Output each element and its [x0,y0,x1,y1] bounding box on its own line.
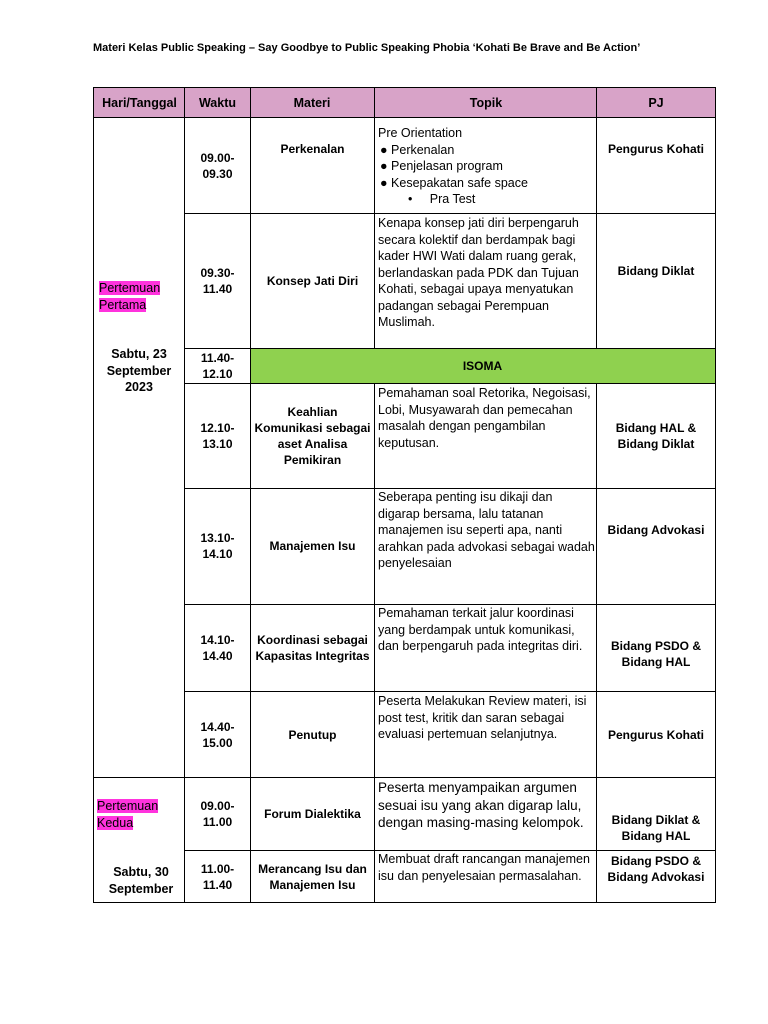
header-topic: Topik [375,88,597,118]
time-cell: 09.00-11.00 [200,799,235,829]
material-cell: Merancang Isu dan Manajemen Isu [258,861,367,892]
pic-cell: Bidang PSDO & Bidang Advokasi [607,854,705,884]
material-cell: Manajemen Isu [269,539,356,553]
grid-line [715,87,716,903]
pic-cell: Pengurus Kohati [607,142,704,156]
topic-cell: Seberapa penting isu dikaji dan digarap bersama, lalu tatanan manajemen isu seperti apa, nanti arahkan pada advokasi sebagai wadah penyelesaian [378,490,595,570]
grid-line [93,87,94,903]
time-cell: 11.40-12.10 [200,351,235,381]
header-time: Waktu [185,88,250,118]
topic-bullet: ● Kesepakatan safe space [380,175,595,192]
time-cell: 09.30-11.40 [200,266,235,296]
meeting-1-label [99,280,160,313]
isoma-break-cell: ISOMA [250,349,715,383]
grid-line [184,87,185,903]
grid-line [93,117,716,118]
grid-line [93,87,716,88]
meeting-1-day-cell [94,118,185,778]
grid-line [185,488,716,489]
pic-cell: Bidang Diklat [617,264,695,278]
material-cell: Perkenalan [280,142,345,156]
meeting-2-label [97,798,158,831]
material-cell: Keahlian Komunikasi sebagai aset Analisa Pemikiran [254,405,371,467]
time-cell: 14.40-15.00 [200,720,235,750]
topic-cell: Pemahaman soal Retorika, Negoisasi, Lobi, Musyawarah dan pemecahan masalah dengan pengambilan keputusan. [378,386,591,450]
header-pic: PJ [597,88,715,118]
topic-cell: Pemahaman terkait jalur koordinasi yang berdampak untuk komunikasi, dan berpengaruh pada integritas diri. [378,606,583,653]
topic-cell [375,124,597,214]
topic-sub-bullet-list [378,191,595,208]
header-day: Hari/Tanggal [94,88,185,118]
grid-line [185,604,716,605]
material-cell: Konsep Jati Diri [266,274,359,288]
pic-cell: Bidang Diklat & Bidang HAL [611,813,701,843]
grid-line [93,902,716,903]
time-cell: 09.00-09.30 [200,151,235,181]
header-material: Materi [250,88,374,118]
grid-line [185,348,716,349]
grid-line [93,777,716,778]
pic-cell: Bidang PSDO & Bidang HAL [610,639,701,669]
material-cell: Forum Dialektika [264,807,361,821]
grid-line [185,383,716,384]
time-cell: 12.10-13.10 [200,421,235,451]
grid-line [185,691,716,692]
topic-cell: Kenapa konsep jati diri berpengaruh secara kolektif dan berdampak bagi kader HWI Wati dalam ruang gerak, berlandaskan pada PDK dan Tujuan Kohati, sebagai upaya menyatukan padangan sebagai Perempuan Muslimah. [378,216,579,329]
grid-line [250,87,251,903]
topic-sub-bullet: • Pra Test [408,191,595,208]
topic-intro: Pre Orientation [378,126,463,140]
grid-line [185,213,716,214]
pic-cell: Bidang HAL & Bidang Diklat [615,421,697,451]
time-cell: 11.00-11.40 [200,861,235,892]
material-cell: Koordinasi sebagai Kapasitas Integritas [255,633,370,663]
pic-cell: Pengurus Kohati [607,728,704,742]
material-cell: Penutup [288,728,337,742]
document-title: Materi Kelas Public Speaking – Say Goodbye to Public Speaking Phobia ‘Kohati Be Brave and Be Action’ [93,42,641,54]
pic-cell: Bidang Advokasi [607,523,705,537]
time-cell: 13.10-14.10 [200,531,235,561]
time-cell: 14.10-14.40 [200,633,235,663]
grid-line [596,383,597,903]
grid-line [596,87,597,349]
topic-bullet: ● Penjelasan program [380,158,595,175]
topic-bullet-list [378,142,595,192]
meeting-2-date: Sabtu, 30 September [108,865,174,896]
meeting-2-label-line1: Pertemuan [97,799,159,813]
topic-cell: Peserta Melakukan Review materi, isi post test, kritik dan saran sebagai evaluasi pertemuan selanjutnya. [378,694,587,741]
meeting-2-day-cell [94,778,185,903]
topic-cell: Peserta menyampaikan argumen sesuai isu yang akan digarap lalu, dengan masing-masing kelompok. [378,780,584,830]
meeting-1-date: Sabtu, 23 September 2023 [106,347,172,394]
meeting-2-label-line2: Kedua [97,815,134,830]
grid-line [374,383,375,903]
meeting-1-label-line2: Pertama [99,297,147,312]
grid-line [185,850,716,851]
topic-bullet: ● Perkenalan [380,142,595,159]
grid-line [374,87,375,349]
topic-cell: Membuat draft rancangan manajemen isu dan penyelesaian permasalahan. [378,852,590,883]
meeting-1-label-line1: Pertemuan [99,281,161,295]
